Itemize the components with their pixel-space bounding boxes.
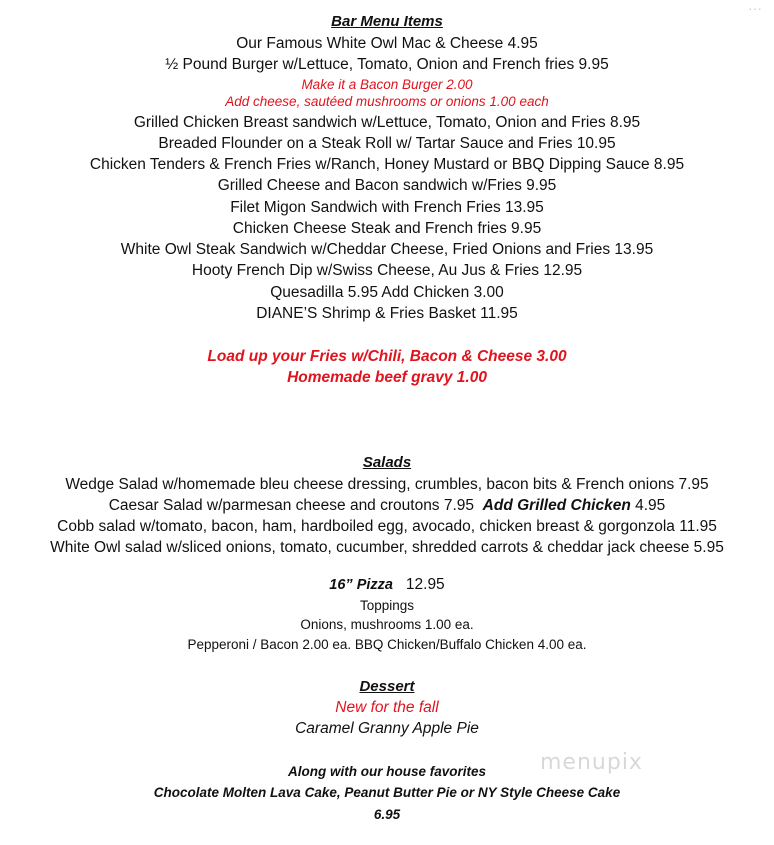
add-ons-note: Add cheese, sautéed mushrooms or onions 1.00 each <box>225 94 549 109</box>
corner-mark: ··· <box>748 0 762 16</box>
menu-item-flounder: Breaded Flounder on a Steak Roll w/ Tartar Sauce and Fries 10.95 <box>158 135 616 152</box>
menu-item-french-dip: Hooty French Dip w/Swiss Cheese, Au Jus & Fries 12.95 <box>191 262 583 279</box>
salads-heading: Salads <box>362 454 412 471</box>
pizza-title-line <box>0 575 774 595</box>
dessert-price: 6.95 <box>373 807 401 822</box>
dessert-apple-pie: Caramel Granny Apple Pie <box>295 720 479 737</box>
bar-menu-heading: Bar Menu Items <box>331 13 443 30</box>
menu-item-mac-cheese: Our Famous White Owl Mac & Cheese 4.95 <box>236 35 538 52</box>
salad-caesar-add-price: 4.95 <box>635 497 666 514</box>
pizza-price: 12.95 <box>405 576 445 593</box>
pizza-toppings-premium: Pepperoni / Bacon 2.00 ea. BBQ Chicken/Buffalo Chicken 4.00 ea. <box>187 637 587 652</box>
dessert-favorites: Chocolate Molten Lava Cake, Peanut Butter Pie or NY Style Cheese Cake <box>153 785 621 800</box>
menu-item-cheesesteak: Chicken Cheese Steak and French fries 9.95 <box>232 220 542 237</box>
salad-caesar <box>0 496 774 516</box>
menu-item-burger: ½ Pound Burger w/Lettuce, Tomato, Onion and French fries 9.95 <box>165 56 609 73</box>
salad-cobb: Cobb salad w/tomato, bacon, ham, hardboiled egg, avocado, chicken breast & gorgonzola 11.95 <box>57 518 717 535</box>
menu-item-steak-sandwich: White Owl Steak Sandwich w/Cheddar Cheese, Fried Onions and Fries 13.95 <box>120 241 654 258</box>
gravy-note: Homemade beef gravy 1.00 <box>287 369 487 386</box>
menu-item-grilled-cheese: Grilled Cheese and Bacon sandwich w/Fries 9.95 <box>217 177 557 194</box>
menu-item-shrimp: DIANE’S Shrimp & Fries Basket 11.95 <box>256 305 518 322</box>
menu-item-filet: Filet Migon Sandwich with French Fries 13.95 <box>230 199 544 216</box>
menupix-watermark: menupix <box>540 750 643 775</box>
menu-item-tenders: Chicken Tenders & French Fries w/Ranch, Honey Mustard or BBQ Dipping Sauce 8.95 <box>89 156 685 173</box>
dessert-new-label: New for the fall <box>335 699 439 716</box>
pizza-title: 16” Pizza <box>329 577 393 593</box>
bacon-burger-note: Make it a Bacon Burger 2.00 <box>301 77 473 92</box>
salad-caesar-text: Caesar Salad w/parmesan cheese and croutons 7.95 <box>108 497 475 514</box>
menu-item-quesadilla: Quesadilla 5.95 Add Chicken 3.00 <box>270 284 504 301</box>
menu-item-grilled-chicken: Grilled Chicken Breast sandwich w/Lettuce, Tomato, Onion and Fries 8.95 <box>133 114 641 131</box>
salad-white-owl: White Owl salad w/sliced onions, tomato, cucumber, shredded carrots & cheddar jack cheese 5.95 <box>50 539 724 556</box>
salad-wedge: Wedge Salad w/homemade bleu cheese dressing, crumbles, bacon bits & French onions 7.95 <box>65 476 709 493</box>
dessert-heading: Dessert <box>359 678 415 695</box>
fries-upgrade-note: Load up your Fries w/Chili, Bacon & Cheese 3.00 <box>207 348 567 365</box>
dessert-favorites-label: Along with our house favorites <box>287 764 486 779</box>
pizza-toppings-label: Toppings <box>359 598 415 613</box>
pizza-toppings-basic: Onions, mushrooms 1.00 ea. <box>300 617 474 632</box>
salad-caesar-add-label: Add Grilled Chicken <box>482 497 631 514</box>
